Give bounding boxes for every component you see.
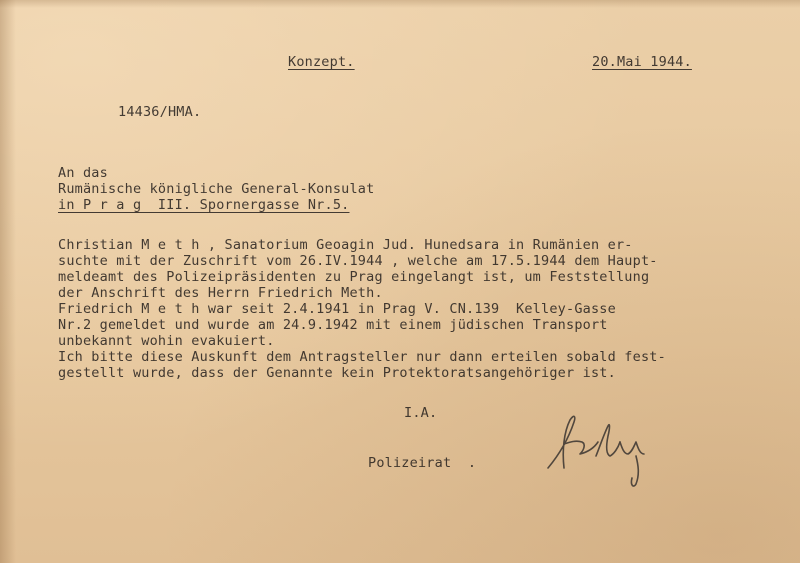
- closing-rank: Polizeirat .: [368, 455, 477, 471]
- addressee-line-1: An das: [58, 165, 108, 181]
- body-line: der Anschrift des Herrn Friedrich Meth.: [58, 285, 383, 301]
- body-line: meldeamt des Polizeipräsidenten zu Prag eingelangt ist, um Feststellung: [58, 269, 650, 285]
- document-title: Konzept.: [288, 54, 355, 70]
- handwritten-signature: [540, 398, 670, 490]
- paper-edge-shadow: [0, 0, 16, 563]
- body-line: Ich bitte diese Auskunft dem Antragsteller nur dann erteilen sobald fest-: [58, 349, 666, 365]
- addressee-line-2: Rumänische königliche General-Konsulat: [58, 181, 375, 197]
- closing-ia: I.A.: [404, 405, 438, 421]
- body-line: Christian M e t h , Sanatorium Geoagin Jud. Hunedsara in Rumänien er-: [58, 237, 633, 253]
- document-date: 20.Mai 1944.: [592, 54, 692, 70]
- body-line: suchte mit der Zuschrift vom 26.IV.1944 , welche am 17.5.1944 dem Haupt-: [58, 253, 658, 269]
- addressee-line-3: in P r a g III. Spornergasse Nr.5.: [58, 197, 350, 213]
- body-line: gestellt wurde, dass der Genannte kein Protektoratsangehöriger ist.: [58, 365, 616, 381]
- body-line: unbekannt wohin evakuiert.: [58, 333, 275, 349]
- reference-number: 14436/HMA.: [118, 104, 202, 120]
- body-line: Nr.2 gemeldet und wurde am 24.9.1942 mit einem jüdischen Transport: [58, 317, 608, 333]
- body-line: Friedrich M e t h war seit 2.4.1941 in Prag V. CN.139 Kelley-Gasse: [58, 301, 616, 317]
- paper-top-shadow: [0, 0, 800, 8]
